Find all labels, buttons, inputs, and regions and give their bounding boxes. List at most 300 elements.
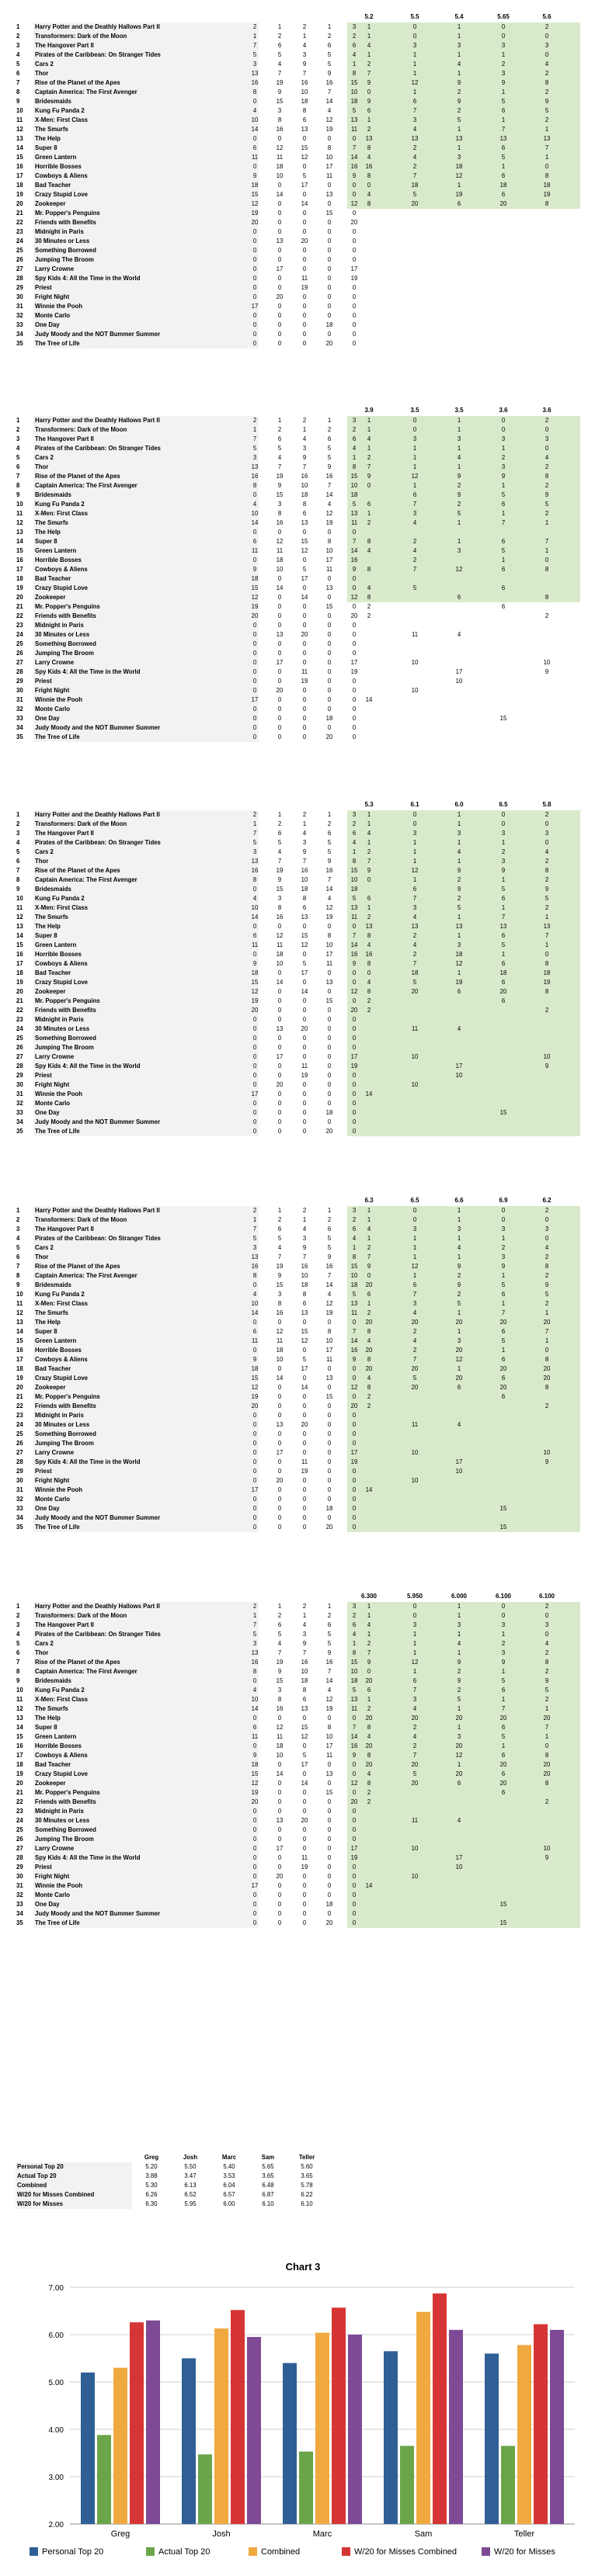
pick-cell[interactable]: 0 <box>327 1412 332 1419</box>
pick-cell[interactable]: 0 <box>302 951 307 958</box>
score-cell[interactable]: 9 <box>545 1281 549 1288</box>
score-cell[interactable]: 2 <box>545 858 549 865</box>
score-cell[interactable]: 2 <box>457 88 461 95</box>
pick-cell[interactable]: 0 <box>252 1100 257 1107</box>
pick-cell[interactable]: 5 <box>277 51 282 58</box>
pick-cell[interactable]: 0 <box>277 1919 282 1926</box>
pick-cell[interactable]: 6 <box>352 42 357 49</box>
score-cell[interactable] <box>534 1863 559 1872</box>
score-cell[interactable]: 0 <box>501 426 506 433</box>
score-cell[interactable]: 8 <box>367 200 371 207</box>
score-cell[interactable]: 4 <box>545 61 549 68</box>
score-cell[interactable]: 7 <box>412 1687 417 1694</box>
score-cell[interactable] <box>357 1825 381 1835</box>
pick-cell[interactable]: 0 <box>327 1118 332 1125</box>
score-cell[interactable] <box>491 1006 516 1015</box>
score-cell[interactable]: 10 <box>411 1081 419 1088</box>
pick-cell[interactable]: 19 <box>350 668 358 675</box>
score-cell[interactable]: 4 <box>367 547 371 554</box>
score-cell[interactable]: 1 <box>412 88 417 95</box>
pick-cell[interactable]: 9 <box>352 566 357 573</box>
pick-cell[interactable]: 1 <box>302 33 307 40</box>
pick-cell[interactable]: 9 <box>252 172 257 179</box>
pick-cell[interactable]: 16 <box>350 1347 358 1354</box>
pick-cell[interactable]: 0 <box>352 331 357 338</box>
score-cell[interactable]: 20 <box>411 1365 419 1372</box>
pick-cell[interactable]: 10 <box>350 876 358 883</box>
score-cell[interactable] <box>447 283 471 293</box>
score-cell[interactable]: 4 <box>367 1226 371 1233</box>
pick-cell[interactable]: 0 <box>327 1514 332 1521</box>
score-cell[interactable]: 2 <box>545 1272 549 1279</box>
pick-cell[interactable]: 0 <box>277 1007 282 1014</box>
pick-cell[interactable]: 7 <box>352 1328 357 1335</box>
score-cell[interactable]: 1 <box>367 1631 371 1638</box>
pick-cell[interactable]: 8 <box>352 858 357 865</box>
pick-cell[interactable]: 0 <box>252 678 257 685</box>
pick-cell[interactable]: 0 <box>277 969 282 976</box>
score-cell[interactable]: 1 <box>501 1300 506 1307</box>
score-cell[interactable] <box>402 1118 427 1127</box>
score-cell[interactable]: 13 <box>543 135 551 142</box>
score-cell[interactable]: 1 <box>501 1668 506 1675</box>
score-cell[interactable]: 9 <box>545 1854 549 1861</box>
score-cell[interactable]: 0 <box>412 417 417 424</box>
score-cell[interactable]: 2 <box>457 1291 461 1298</box>
pick-cell[interactable]: 0 <box>277 1365 282 1372</box>
summary-cell[interactable]: 3.65 <box>301 2172 313 2179</box>
pick-cell[interactable]: 0 <box>352 640 357 647</box>
score-cell[interactable] <box>447 1090 471 1099</box>
score-cell[interactable]: 1 <box>457 1235 461 1242</box>
score-cell[interactable] <box>357 274 381 283</box>
score-cell[interactable] <box>534 265 559 274</box>
score-cell[interactable]: 3 <box>545 435 549 442</box>
pick-cell[interactable]: 1 <box>327 417 332 424</box>
score-cell[interactable]: 1 <box>457 1603 461 1610</box>
score-cell[interactable]: 7 <box>501 126 506 133</box>
pick-cell[interactable]: 16 <box>251 867 259 874</box>
pick-cell[interactable]: 15 <box>301 1328 308 1335</box>
pick-cell[interactable]: 14 <box>301 200 308 207</box>
score-cell[interactable]: 8 <box>545 473 549 480</box>
score-cell[interactable]: 1 <box>412 1253 417 1260</box>
score-cell[interactable] <box>447 1909 471 1919</box>
pick-cell[interactable]: 20 <box>350 1402 358 1409</box>
pick-cell[interactable]: 19 <box>301 1864 308 1870</box>
score-cell[interactable]: 9 <box>367 98 371 105</box>
pick-cell[interactable]: 0 <box>252 1025 257 1032</box>
score-cell[interactable] <box>357 1495 381 1504</box>
pick-cell[interactable]: 4 <box>277 454 282 461</box>
score-cell[interactable]: 3 <box>412 1621 417 1628</box>
score-cell[interactable] <box>402 1919 427 1928</box>
score-cell[interactable]: 2 <box>545 116 549 123</box>
score-cell[interactable]: 18 <box>499 969 507 976</box>
pick-cell[interactable]: 0 <box>327 1053 332 1060</box>
pick-cell[interactable]: 20 <box>276 1081 284 1088</box>
pick-cell[interactable]: 20 <box>276 1477 284 1484</box>
pick-cell[interactable]: 17 <box>301 1365 308 1372</box>
pick-cell[interactable]: 0 <box>252 1514 257 1521</box>
pick-cell[interactable]: 0 <box>252 529 257 536</box>
score-cell[interactable] <box>402 528 427 537</box>
pick-cell[interactable]: 5 <box>352 501 357 508</box>
pick-cell[interactable]: 7 <box>252 1226 257 1233</box>
score-cell[interactable]: 4 <box>412 1309 417 1316</box>
pick-cell[interactable]: 15 <box>251 584 259 591</box>
pick-cell[interactable]: 5 <box>252 445 257 452</box>
pick-cell[interactable]: 0 <box>352 1714 357 1721</box>
score-cell[interactable] <box>534 330 559 339</box>
pick-cell[interactable]: 3 <box>277 895 282 902</box>
score-cell[interactable]: 18 <box>543 182 551 189</box>
score-cell[interactable] <box>402 1458 427 1467</box>
score-cell[interactable]: 0 <box>545 1347 549 1354</box>
pick-cell[interactable]: 9 <box>302 454 307 461</box>
score-cell[interactable] <box>402 714 427 723</box>
score-cell[interactable]: 1 <box>412 70 417 77</box>
pick-cell[interactable]: 19 <box>301 284 308 291</box>
score-cell[interactable]: 2 <box>545 1207 549 1214</box>
score-cell[interactable]: 4 <box>412 941 417 948</box>
score-cell[interactable] <box>402 311 427 321</box>
pick-cell[interactable]: 0 <box>327 1826 332 1833</box>
pick-cell[interactable]: 0 <box>277 529 282 536</box>
score-cell[interactable]: 3 <box>545 1621 549 1628</box>
score-cell[interactable] <box>491 209 516 218</box>
score-cell[interactable]: 8 <box>367 1780 371 1787</box>
score-cell[interactable] <box>357 255 381 265</box>
pick-cell[interactable]: 1 <box>302 1216 307 1223</box>
pick-cell[interactable]: 18 <box>325 321 333 328</box>
score-cell[interactable]: 0 <box>545 951 549 958</box>
score-cell[interactable]: 3 <box>457 941 461 948</box>
pick-cell[interactable]: 0 <box>277 1035 282 1042</box>
pick-cell[interactable]: 0 <box>252 1053 257 1060</box>
score-cell[interactable] <box>534 1816 559 1825</box>
pick-cell[interactable]: 10 <box>350 482 358 489</box>
score-cell[interactable] <box>491 274 516 283</box>
score-cell[interactable] <box>491 1495 516 1504</box>
pick-cell[interactable]: 0 <box>302 612 307 619</box>
score-cell[interactable] <box>447 265 471 274</box>
score-cell[interactable]: 8 <box>545 172 549 179</box>
pick-cell[interactable]: 0 <box>327 1440 332 1447</box>
score-cell[interactable]: 7 <box>545 538 549 545</box>
score-cell[interactable]: 20 <box>499 200 507 207</box>
score-cell[interactable]: 1 <box>457 1724 461 1731</box>
score-cell[interactable]: 1 <box>412 482 417 489</box>
score-cell[interactable] <box>402 1853 427 1863</box>
score-cell[interactable] <box>402 1006 427 1015</box>
pick-cell[interactable]: 6 <box>302 116 307 123</box>
score-cell[interactable] <box>447 1052 471 1062</box>
score-cell[interactable]: 4 <box>457 848 461 855</box>
score-cell[interactable]: 2 <box>367 603 371 610</box>
score-cell[interactable]: 4 <box>412 1337 417 1344</box>
pick-cell[interactable]: 0 <box>352 1836 357 1843</box>
score-cell[interactable]: 4 <box>412 1733 417 1740</box>
score-cell[interactable]: 8 <box>367 144 371 151</box>
pick-cell[interactable]: 4 <box>277 61 282 68</box>
pick-cell[interactable]: 20 <box>251 1007 259 1014</box>
score-cell[interactable] <box>402 602 427 612</box>
score-cell[interactable]: 2 <box>545 612 549 619</box>
score-cell[interactable]: 10 <box>411 1449 419 1456</box>
pick-cell[interactable]: 0 <box>327 284 332 291</box>
pick-cell[interactable]: 14 <box>350 547 358 554</box>
pick-cell[interactable]: 0 <box>327 247 332 254</box>
pick-cell[interactable]: 0 <box>302 1770 307 1777</box>
pick-cell[interactable]: 15 <box>251 1375 259 1382</box>
score-cell[interactable]: 5 <box>412 1770 417 1777</box>
score-cell[interactable]: 8 <box>545 1356 549 1363</box>
score-cell[interactable]: 20 <box>411 1761 419 1768</box>
score-cell[interactable]: 12 <box>411 1263 419 1270</box>
score-cell[interactable] <box>357 556 381 565</box>
score-cell[interactable] <box>534 1467 559 1476</box>
pick-cell[interactable]: 19 <box>325 126 333 133</box>
score-cell[interactable]: 5 <box>412 979 417 986</box>
score-cell[interactable]: 1 <box>457 70 461 77</box>
pick-cell[interactable]: 0 <box>302 1100 307 1107</box>
score-cell[interactable] <box>402 1411 427 1420</box>
pick-cell[interactable]: 0 <box>327 706 332 712</box>
score-cell[interactable]: 1 <box>545 126 549 133</box>
pick-cell[interactable]: 0 <box>327 923 332 930</box>
pick-cell[interactable]: 11 <box>301 275 308 282</box>
pick-cell[interactable]: 20 <box>251 1402 259 1409</box>
score-cell[interactable] <box>491 339 516 348</box>
pick-cell[interactable]: 0 <box>277 923 282 930</box>
score-cell[interactable]: 7 <box>367 463 371 470</box>
pick-cell[interactable]: 0 <box>352 1761 357 1768</box>
score-cell[interactable]: 6 <box>501 1752 506 1759</box>
pick-cell[interactable]: 10 <box>301 876 308 883</box>
score-cell[interactable] <box>357 630 381 640</box>
score-cell[interactable]: 2 <box>545 1300 549 1307</box>
score-cell[interactable] <box>534 1439 559 1448</box>
score-cell[interactable] <box>447 293 471 302</box>
score-cell[interactable]: 1 <box>412 61 417 68</box>
score-cell[interactable]: 3 <box>501 1649 506 1656</box>
pick-cell[interactable]: 9 <box>352 960 357 967</box>
score-cell[interactable]: 2 <box>545 811 549 818</box>
score-cell[interactable]: 5 <box>501 886 506 893</box>
score-cell[interactable]: 4 <box>457 1817 461 1824</box>
pick-cell[interactable]: 20 <box>276 1873 284 1880</box>
score-cell[interactable]: 1 <box>412 1235 417 1242</box>
score-cell[interactable] <box>402 997 427 1006</box>
score-cell[interactable]: 5 <box>545 895 549 902</box>
score-cell[interactable] <box>357 1844 381 1853</box>
pick-cell[interactable]: 9 <box>252 566 257 573</box>
score-cell[interactable] <box>534 274 559 283</box>
pick-cell[interactable]: 0 <box>277 247 282 254</box>
pick-cell[interactable]: 0 <box>302 1347 307 1354</box>
pick-cell[interactable]: 0 <box>352 1044 357 1051</box>
pick-cell[interactable]: 0 <box>252 1477 257 1484</box>
score-cell[interactable] <box>357 714 381 723</box>
pick-cell[interactable]: 4 <box>302 1621 307 1628</box>
pick-cell[interactable]: 10 <box>301 88 308 95</box>
pick-cell[interactable]: 0 <box>252 135 257 142</box>
score-cell[interactable] <box>357 321 381 330</box>
pick-cell[interactable]: 4 <box>327 1687 332 1694</box>
score-cell[interactable] <box>491 1909 516 1919</box>
score-cell[interactable] <box>447 227 471 237</box>
pick-cell[interactable]: 14 <box>350 154 358 161</box>
score-cell[interactable]: 3 <box>501 463 506 470</box>
pick-cell[interactable]: 6 <box>302 1696 307 1703</box>
score-cell[interactable] <box>402 321 427 330</box>
score-cell[interactable] <box>447 1043 471 1052</box>
pick-cell[interactable]: 1 <box>327 1603 332 1610</box>
pick-cell[interactable]: 0 <box>352 687 357 694</box>
score-cell[interactable]: 18 <box>455 951 463 958</box>
pick-cell[interactable]: 11 <box>251 154 259 161</box>
pick-cell[interactable]: 17 <box>301 969 308 976</box>
score-cell[interactable]: 8 <box>545 1752 549 1759</box>
score-cell[interactable]: 4 <box>367 584 371 591</box>
score-cell[interactable] <box>402 621 427 630</box>
score-cell[interactable]: 6 <box>501 1724 506 1731</box>
score-cell[interactable]: 18 <box>455 163 463 170</box>
pick-cell[interactable]: 13 <box>301 126 308 133</box>
score-cell[interactable] <box>447 1402 471 1411</box>
score-cell[interactable] <box>534 1127 559 1136</box>
score-cell[interactable]: 13 <box>365 923 373 930</box>
pick-cell[interactable]: 16 <box>301 1659 308 1666</box>
pick-cell[interactable]: 4 <box>277 1640 282 1647</box>
score-cell[interactable] <box>534 1825 559 1835</box>
score-cell[interactable]: 10 <box>411 1053 419 1060</box>
pick-cell[interactable]: 11 <box>251 1337 259 1344</box>
pick-cell[interactable]: 17 <box>276 1845 284 1852</box>
pick-cell[interactable]: 0 <box>302 1430 307 1437</box>
pick-cell[interactable]: 0 <box>327 1468 332 1475</box>
score-cell[interactable]: 6 <box>501 566 506 573</box>
score-cell[interactable]: 3 <box>412 1300 417 1307</box>
score-cell[interactable]: 16 <box>365 163 373 170</box>
score-cell[interactable] <box>491 705 516 714</box>
score-cell[interactable] <box>357 1900 381 1909</box>
score-cell[interactable]: 7 <box>412 107 417 114</box>
score-cell[interactable] <box>491 574 516 584</box>
pick-cell[interactable]: 10 <box>301 1668 308 1675</box>
pick-cell[interactable]: 11 <box>276 1337 284 1344</box>
pick-cell[interactable]: 0 <box>277 1402 282 1409</box>
pick-cell[interactable]: 15 <box>301 144 308 151</box>
score-cell[interactable] <box>534 1900 559 1909</box>
pick-cell[interactable]: 5 <box>252 839 257 846</box>
pick-cell[interactable]: 0 <box>277 135 282 142</box>
pick-cell[interactable]: 3 <box>352 1207 357 1214</box>
score-cell[interactable] <box>402 302 427 311</box>
pick-cell[interactable]: 2 <box>252 1207 257 1214</box>
pick-cell[interactable]: 18 <box>325 715 333 722</box>
score-cell[interactable]: 0 <box>367 1668 371 1675</box>
score-cell[interactable]: 20 <box>365 1319 373 1326</box>
score-cell[interactable]: 5 <box>545 1687 549 1694</box>
pick-cell[interactable]: 0 <box>327 1873 332 1880</box>
score-cell[interactable] <box>491 227 516 237</box>
pick-cell[interactable]: 0 <box>302 1477 307 1484</box>
pick-cell[interactable]: 0 <box>252 247 257 254</box>
score-cell[interactable]: 8 <box>545 1780 549 1787</box>
pick-cell[interactable]: 2 <box>277 1612 282 1619</box>
pick-cell[interactable]: 14 <box>276 1770 284 1777</box>
score-cell[interactable] <box>357 491 381 500</box>
score-cell[interactable]: 8 <box>367 172 371 179</box>
pick-cell[interactable]: 0 <box>352 1016 357 1023</box>
pick-cell[interactable]: 13 <box>251 858 259 865</box>
score-cell[interactable] <box>357 330 381 339</box>
score-cell[interactable] <box>357 1420 381 1430</box>
score-cell[interactable]: 2 <box>367 1309 371 1316</box>
pick-cell[interactable]: 5 <box>277 839 282 846</box>
score-cell[interactable]: 1 <box>412 876 417 883</box>
pick-cell[interactable]: 0 <box>302 603 307 610</box>
pick-cell[interactable]: 0 <box>302 191 307 198</box>
pick-cell[interactable]: 2 <box>277 426 282 433</box>
pick-cell[interactable]: 0 <box>352 1864 357 1870</box>
score-cell[interactable] <box>534 1919 559 1928</box>
pick-cell[interactable]: 13 <box>325 1375 333 1382</box>
pick-cell[interactable]: 0 <box>277 603 282 610</box>
pick-cell[interactable]: 19 <box>251 603 259 610</box>
score-cell[interactable] <box>357 293 381 302</box>
pick-cell[interactable]: 1 <box>302 1612 307 1619</box>
summary-cell[interactable]: 6.87 <box>262 2191 274 2198</box>
pick-cell[interactable]: 0 <box>327 988 332 995</box>
score-cell[interactable]: 19 <box>543 191 551 198</box>
pick-cell[interactable]: 8 <box>277 116 282 123</box>
pick-cell[interactable]: 8 <box>252 1272 257 1279</box>
pick-cell[interactable]: 0 <box>277 640 282 647</box>
pick-cell[interactable]: 0 <box>327 1780 332 1787</box>
score-cell[interactable]: 20 <box>499 1319 507 1326</box>
pick-cell[interactable]: 12 <box>301 154 308 161</box>
pick-cell[interactable]: 1 <box>252 1612 257 1619</box>
pick-cell[interactable]: 13 <box>276 1025 284 1032</box>
score-cell[interactable]: 1 <box>545 154 549 161</box>
score-cell[interactable]: 2 <box>545 1253 549 1260</box>
pick-cell[interactable]: 16 <box>325 79 333 86</box>
score-cell[interactable]: 4 <box>367 1770 371 1777</box>
pick-cell[interactable]: 0 <box>352 182 357 189</box>
summary-cell[interactable]: 6.57 <box>223 2191 235 2198</box>
pick-cell[interactable]: 3 <box>352 417 357 424</box>
pick-cell[interactable]: 4 <box>327 501 332 508</box>
pick-cell[interactable]: 1 <box>302 820 307 827</box>
pick-cell[interactable]: 0 <box>252 1919 257 1926</box>
pick-cell[interactable]: 0 <box>327 1025 332 1032</box>
pick-cell[interactable]: 6 <box>252 144 257 151</box>
pick-cell[interactable]: 10 <box>350 88 358 95</box>
score-cell[interactable]: 1 <box>367 1696 371 1703</box>
score-cell[interactable]: 4 <box>367 1621 371 1628</box>
score-cell[interactable]: 2 <box>367 1640 371 1647</box>
pick-cell[interactable]: 16 <box>301 1263 308 1270</box>
pick-cell[interactable]: 0 <box>302 529 307 536</box>
score-cell[interactable]: 20 <box>455 1714 463 1721</box>
score-cell[interactable]: 10 <box>411 1873 419 1880</box>
score-cell[interactable] <box>357 658 381 667</box>
score-cell[interactable] <box>447 1476 471 1486</box>
pick-cell[interactable]: 2 <box>302 417 307 424</box>
